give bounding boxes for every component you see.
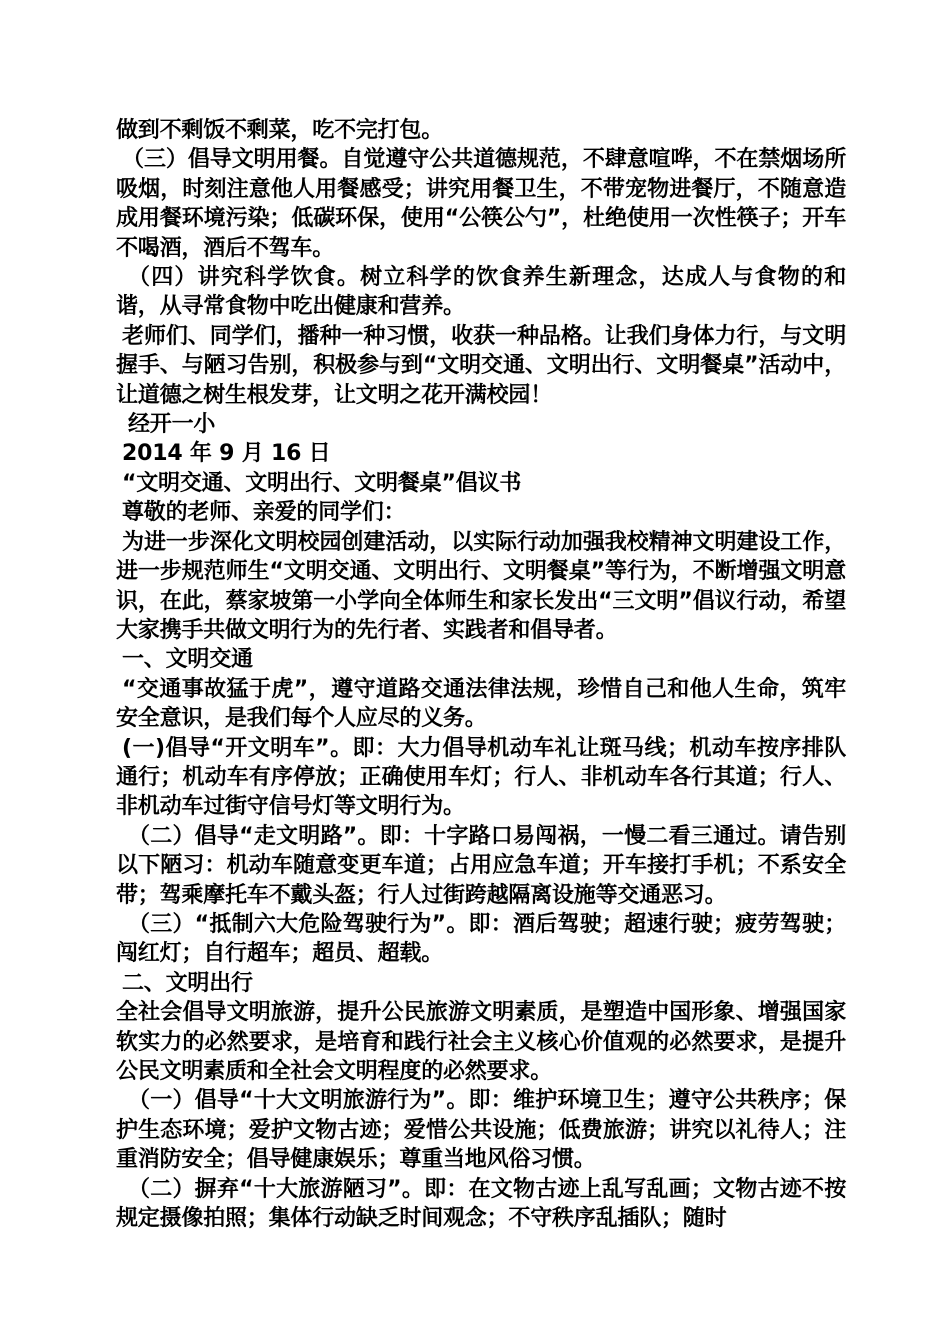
paragraph-intro: 为进一步深化文明校园创建活动，以实际行动加强我校精神文明建设工作，进一步规范师生“文明交通、文明出行、文明餐桌”等行为，不断增强文明意识，在此，蔡家坡第一小学向全体师生和家长发出“三文明”倡议行动，希望大家携手共做文明行为的先行者、实践者和倡导者。 (116, 529, 846, 643)
paragraph-traffic-item-1: (一)倡导“开文明车”。即：大力倡导机动车礼让斑马线；机动车按序排队通行；机动车有序停放；正确使用车灯；行人、非机动车各行其道；行人、非机动车过街守信号灯等文明行为。 (116, 735, 846, 820)
paragraph-scientific-diet: （四）讲究科学饮食。树立科学的饮食养生新理念，达成人与食物的和谐，从寻常食物中吃出健康和营养。 (116, 265, 846, 320)
document-title: “文明交通、文明出行、文明餐桌”倡议书 (122, 470, 522, 496)
paragraph-travel-intro: 全社会倡导文明旅游，提升公民旅游文明素质，是塑造中国形象、增强国家软实力的必然要求，是培育和践行社会主义核心价值观的必然要求，是提升公民文明素质和全社会文明程度的必然要求。 (116, 1000, 846, 1084)
salutation: 尊敬的老师、亲爱的同学们： (122, 500, 406, 526)
section-heading-travel: 二、文明出行 (122, 970, 253, 996)
signature-school: 经开一小 (128, 412, 216, 438)
paragraph-traffic-item-2: （二）倡导“走文明路”。即：十字路口易闯祸，一慢二看三通过。请告别以下陋习：机动车随意变更车道；占用应急车道；开车接打手机；不系安全带；驾乘摩托车不戴头盔；行人过街跨越隔离设施等交通恶习。 (116, 823, 846, 908)
paragraph-closing-appeal: 老师们、同学们，播种一种习惯，收获一种品格。让我们身体力行，与文明握手、与陋习告别，积极参与到“文明交通、文明出行、文明餐桌”活动中，让道德之树生根发芽，让文明之花开满校园！ (116, 323, 846, 408)
paragraph-leftover-continuation: 做到不剩饭不剩菜，吃不完打包。 (116, 118, 444, 143)
paragraph-traffic-item-3: （三）“抵制六大危险驾驶行为”。即：酒后驾驶；超速行驶；疲劳驾驶；闯红灯；自行超车；超员、超载。 (116, 911, 846, 967)
paragraph-travel-item-2: （二）摒弃“十大旅游陋习”。即：在文物古迹上乱写乱画；文物古迹不按规定摄像拍照；集体行动缺乏时间观念；不守秩序乱插队；随时 (116, 1176, 846, 1232)
document-page (116, 116, 846, 1233)
signature-date: 2014 年 9 月 16 日 (122, 441, 331, 467)
section-heading-traffic: 一、文明交通 (122, 647, 253, 673)
paragraph-civilized-dining: （三）倡导文明用餐。自觉遵守公共道德规范，不肆意喧哗，不在禁烟场所吸烟，时刻注意他人用餐感受；讲究用餐卫生，不带宠物进餐厅，不随意造成用餐环境污染；低碳环保，使用“公筷公勺”，杜绝使用一次性筷子；开车不喝酒，酒后不驾车。 (116, 147, 846, 261)
paragraph-travel-item-1: （一）倡导“十大文明旅游行为”。即：维护环境卫生；遵守公共秩序；保护生态环境；爱护文物古迹；爱惜公共设施；低费旅游；讲究以礼待人；注重消防安全；倡导健康娱乐；尊重当地风俗习惯。 (116, 1088, 846, 1173)
paragraph-traffic-intro: “交通事故猛于虎”，遵守道路交通法律法规，珍惜自己和他人生命，筑牢安全意识，是我们每个人应尽的义务。 (116, 676, 846, 732)
